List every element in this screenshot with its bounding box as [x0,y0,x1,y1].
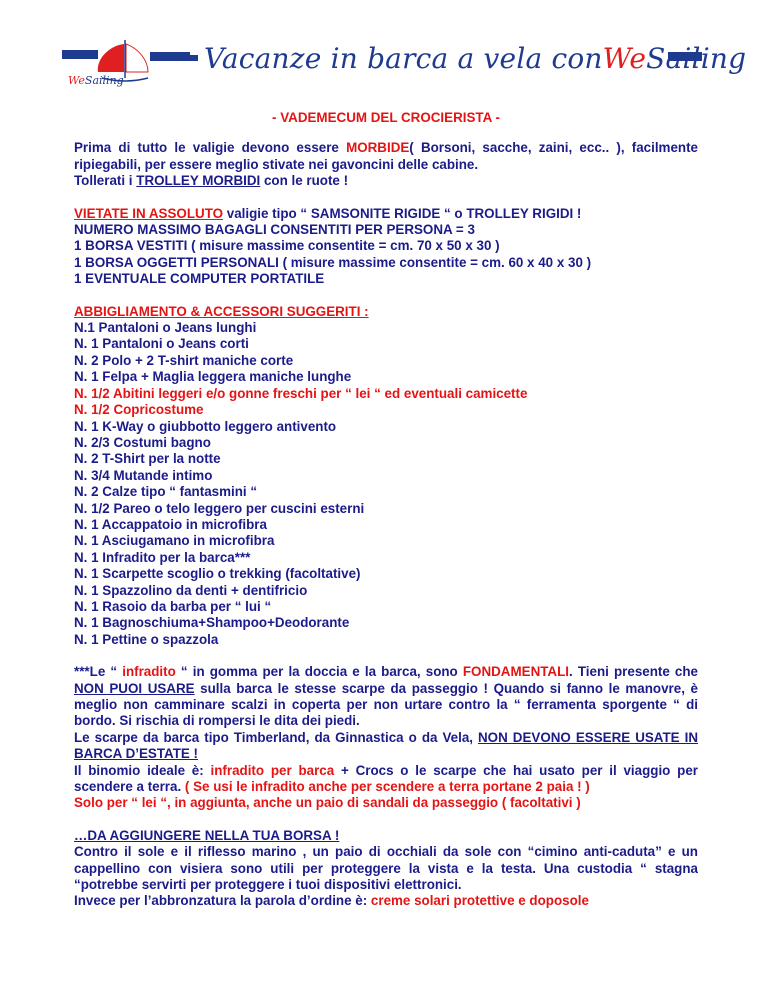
boat-shoes-note: Le scarpe da barca tipo Timberland, da Ginnastica o da Vela, NON DEVONO ESSERE USATE IN BARCA D’ESTATE ! [74,729,698,762]
clothing-item: N. 3/4 Mutande intimo [74,467,213,483]
clothing-item: N. 2 Calze tipo “ fantasmini “ [74,484,258,500]
header-title: Vacanze in barca a vela conWeSailing [204,42,747,75]
tanning-note: Invece per l’abbronzatura la parola d’ordine è: creme solari protettive e doposole [74,893,589,909]
clothing-item: N. 2 Polo + 2 T-shirt maniche corte [74,352,294,368]
clothing-item: N. 2/3 Costumi bagno [74,434,211,450]
page-title: - VADEMECUM DEL CROCIERISTA - [272,110,500,125]
ideal-combo-note: Il binomio ideale è: infradito per barca + Crocs o le scarpe che hai usato per il viaggio per scendere a terra. ( Se usi le infradito anche per scendere a terra portane 2 paia ! ) [74,762,698,795]
clothing-item: N. 1 Pettine o spazzola [74,631,219,647]
intro-paragraph: Prima di tutto le valigie devono essere MORBIDE( Borsoni, sacche, zaini, ecc.. ), facilmente ripiegabili, per essere meglio stivate nei gavoncini delle cabine. [74,140,698,172]
sandals-note: Solo per “ lei “, in aggiunta, anche un paio di sandali da passeggio ( facoltativi ) [74,795,581,811]
clothing-item: N. 1 Pantaloni o Jeans corti [74,336,249,352]
trolley-note: Tollerati i TROLLEY MORBIDI con le ruote ! [74,173,349,189]
clothing-item: N.1 Pantaloni o Jeans lunghi [74,320,257,336]
clothing-item: N. 1 K-Way o giubbotto leggero antivento [74,418,337,434]
clothing-item: N. 1/2 Pareo o telo leggero per cuscini esterni [74,500,365,516]
limit-line: 1 EVENTUALE COMPUTER PORTATILE [74,271,325,287]
clothing-item: N. 1 Scarpette scoglio o trekking (facoltative) [74,566,361,582]
clothing-item: N. 1 Felpa + Maglia leggera maniche lunghe [74,369,352,385]
limit-line: NUMERO MASSIMO BAGAGLI CONSENTITI PER PERSONA = 3 [74,222,475,238]
clothing-item: N. 2 T-Shirt per la notte [74,451,221,467]
document-body [74,110,698,910]
limit-line: 1 BORSA VESTITI ( misure massime consentite = cm. 70 x 50 x 30 ) [74,238,500,254]
limit-line: 1 BORSA OGGETTI PERSONALI ( misure massime consentite = cm. 60 x 40 x 30 ) [74,254,592,270]
footwear-note: ***Le “ infradito “ in gomma per la doccia e la barca, sono FONDAMENTALI. Tieni presente che NON PUOI USARE sulla barca le stesse scarpe da passeggio ! Quando si fanno le manovre, è meglio non camminare scalzi in coperta per non urtare contro la “ ferramenta sporgente “ di bordo. Si rischia di rompersi le dita dei piedi. [74,664,698,729]
clothing-item: N. 1 Accappatoio in microfibra [74,516,267,532]
logo-label: WeSailing [68,74,124,87]
clothing-item: N. 1 Spazzolino da denti + dentifricio [74,582,308,598]
clothing-item: N. 1 Infradito per la barca*** [74,549,251,565]
clothing-heading: ABBIGLIAMENTO & ACCESSORI SUGGERITI : [74,303,369,319]
forbidden-luggage: VIETATE IN ASSOLUTO valigie tipo “ SAMSONITE RIGIDE “ o TROLLEY RIGIDI ! [74,205,582,221]
clothing-item: N. 1 Bagnoschiuma+Shampoo+Deodorante [74,615,350,631]
clothing-item: N. 1 Rasoio da barba per “ lui “ [74,598,272,614]
clothing-item: N. 1/2 Abitini leggeri e/o gonne freschi per “ lei “ ed eventuali camicette [74,385,528,401]
header-banner [62,38,747,92]
bag-paragraph: Contro il sole e il riflesso marino , un paio di occhiali da sole con “cimino anti-caduta” e un cappellino con visiera sono utili per proteggere la vista e la testa. Una custodia “ stagna “potrebbe servirti per proteggere i tuoi dispositivi elettronici. [74,844,698,893]
bag-heading: …DA AGGIUNGERE NELLA TUA BORSA ! [74,827,340,843]
clothing-item: N. 1/2 Copricostume [74,402,204,418]
clothing-list [74,320,698,648]
clothing-item: N. 1 Asciugamano in microfibra [74,533,275,549]
